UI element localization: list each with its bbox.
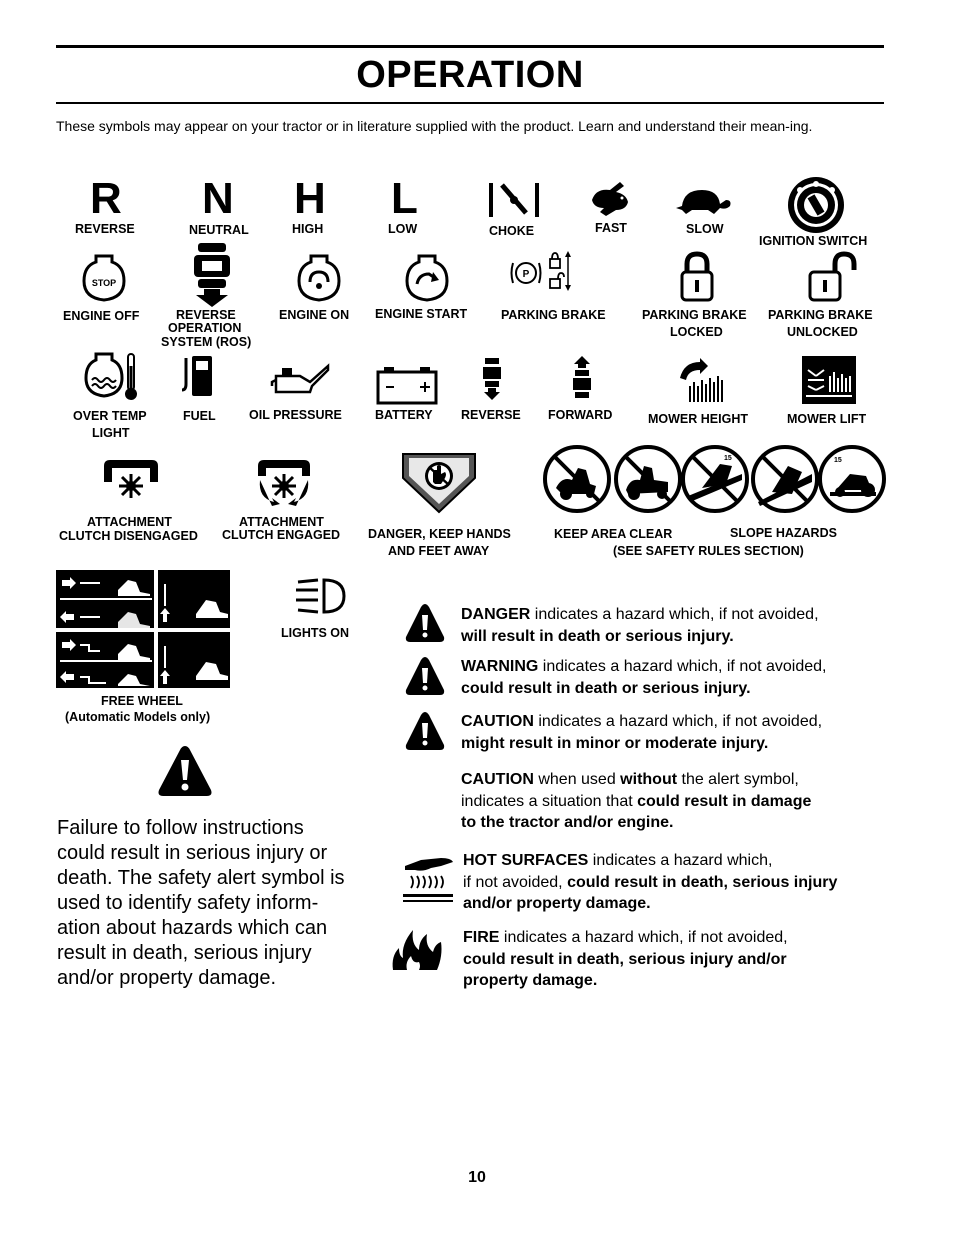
warning-text: indicates a hazard which, if not avoided, (538, 658, 827, 675)
lock-open-icon (808, 252, 856, 302)
mower-lift-icon (802, 356, 856, 404)
warning-alert-icon (405, 656, 445, 696)
pb-locked-label-1: PARKING BRAKE (642, 308, 747, 322)
hot-t2: if not avoided, (463, 873, 568, 891)
caution-term: CAUTION (461, 713, 534, 730)
fire-term: FIRE (463, 929, 500, 946)
battery-icon (376, 365, 438, 405)
hot-surface-icon (401, 854, 455, 906)
danger-text: indicates a hazard which, if not avoided, (530, 606, 819, 623)
parking-brake-label: PARKING BRAKE (501, 308, 606, 322)
danger-term: DANGER (461, 606, 531, 623)
fuel-label: FUEL (183, 409, 216, 423)
pb-unlocked-label-1: PARKING BRAKE (768, 308, 873, 322)
engine-start-label: ENGINE START (375, 307, 468, 321)
reverse-tractor-icon (482, 356, 502, 400)
mower-height-label: MOWER HEIGHT (648, 412, 748, 426)
top-rule (56, 45, 884, 48)
keep-area-clear-label: KEEP AREA CLEAR (554, 527, 673, 541)
slow-label: SLOW (686, 222, 724, 236)
caution2-bold1: could result in damage (637, 792, 812, 810)
danger-hands-label-1: DANGER, KEEP HANDS (368, 527, 511, 541)
hot-term: HOT SURFACES (463, 852, 589, 869)
keep-hands-away-icon (401, 452, 477, 514)
parking-brake-icon (510, 249, 572, 293)
stop-text: STOP (91, 278, 117, 288)
caution2-t2: the alert symbol, (677, 771, 799, 788)
danger-hands-label-2: AND FEET AWAY (388, 544, 490, 558)
ignition-switch-label: IGNITION SWITCH (759, 234, 868, 248)
attachment-engaged-icon (254, 458, 314, 506)
title-underline (56, 102, 884, 104)
hot-bold1: could result in death, serious injury (567, 873, 838, 891)
fire-bold2: property damage. (463, 972, 598, 989)
battery-label: BATTERY (375, 408, 433, 422)
danger-definition (461, 604, 891, 647)
slope-hazards-label: SLOPE HAZARDS (730, 526, 837, 540)
forward-label: FORWARD (548, 408, 613, 422)
hot-bold2: and/or property damage. (463, 895, 651, 912)
reverse2-label: REVERSE (461, 408, 521, 422)
free-wheel-label-1: FREE WHEEL (101, 694, 183, 708)
att-eng-label-2: CLUTCH ENGAGED (222, 528, 341, 542)
ros-label-3: SYSTEM (ROS) (161, 335, 252, 349)
caution-text: indicates a hazard which, if not avoided, (533, 713, 823, 730)
engine-off-label: ENGINE OFF (63, 309, 140, 323)
caution2-t3: indicates a situation that (461, 792, 638, 810)
rabbit-icon (586, 178, 634, 220)
attachment-disengaged-icon (102, 458, 160, 500)
ignition-switch-icon (786, 176, 846, 234)
warning-bold: could result in death or serious injury. (461, 679, 751, 697)
engine-on-label: ENGINE ON (279, 308, 350, 322)
failure-text: Failure to follow instructions could result in serious injury or death. The safety alert symbol is used to identify safety inform-ation about hazards which can result in death, serious injury and/or property damage. (57, 817, 345, 989)
page-title: OPERATION (356, 54, 584, 96)
att-eng-label-1: ATTACHMENT (239, 515, 324, 529)
slope-degree-2: 15 (834, 457, 842, 464)
low-letter: L (391, 174, 418, 223)
neutral-label: NEUTRAL (189, 223, 249, 237)
fire-definition (463, 927, 893, 992)
caution-alert-icon (405, 711, 445, 751)
reverse-label: REVERSE (75, 222, 135, 236)
fire-text: indicates a hazard which, if not avoided, (499, 929, 788, 946)
headlight-icon (294, 576, 346, 616)
over-temp-label-2: LIGHT (92, 426, 130, 440)
fire-bold1: could result in death, serious injury and/or (463, 950, 787, 968)
slope-hazards-icons (680, 444, 888, 514)
over-temp-label-1: OVER TEMP (73, 409, 147, 423)
safety-rules-label: (SEE SAFETY RULES SECTION) (613, 544, 804, 558)
lock-closed-icon (680, 252, 714, 302)
pb-unlocked-label-2: UNLOCKED (787, 325, 858, 339)
choke-icon (488, 181, 540, 221)
caution-bold: might result in minor or moderate injury. (461, 734, 769, 752)
choke-label: CHOKE (489, 224, 535, 238)
free-wheel-label-2: (Automatic Models only) (65, 710, 211, 724)
warning-term: WARNING (461, 658, 539, 675)
low-label: LOW (388, 222, 418, 236)
mower-lift-label: MOWER LIFT (787, 412, 867, 426)
fire-icon (391, 926, 443, 972)
danger-alert-icon (405, 603, 445, 643)
engine-off-icon (82, 254, 126, 302)
mower-height-icon (676, 358, 728, 404)
warning-definition (461, 656, 891, 699)
ros-label-1: REVERSE (176, 308, 236, 322)
att-dis-label-2: CLUTCH DISENGAGED (59, 529, 198, 543)
parking-brake-p-text: P (522, 269, 530, 280)
turtle-icon (674, 186, 732, 216)
oil-can-icon (270, 362, 330, 396)
caution2-term: CAUTION (461, 771, 534, 788)
keep-area-clear-icons (544, 444, 686, 514)
hot-surfaces-definition (463, 850, 893, 915)
oil-pressure-label: OIL PRESSURE (249, 408, 342, 422)
engine-start-icon (405, 254, 449, 302)
fuel-icon (180, 354, 216, 398)
danger-bold: will result in death or serious injury. (461, 627, 734, 645)
ros-icon (192, 241, 232, 307)
high-label: HIGH (292, 222, 324, 236)
hot-text: indicates a hazard which, (588, 852, 773, 869)
pb-locked-label-2: LOCKED (670, 325, 723, 339)
att-dis-label-1: ATTACHMENT (87, 515, 172, 529)
caution-no-symbol-definition (461, 769, 891, 834)
caution2-t1: when used (533, 771, 621, 788)
page-number: 10 (468, 1169, 486, 1186)
engine-on-icon (297, 254, 341, 302)
fast-label: FAST (595, 221, 627, 235)
intro-text: These symbols may appear on your tractor or in literature supplied with the product. Learn and understand their mean-ing. (56, 118, 813, 134)
neutral-letter: N (202, 174, 234, 223)
high-letter: H (294, 174, 326, 223)
caution2-without: without (620, 771, 678, 788)
lights-on-label: LIGHTS ON (281, 626, 350, 640)
free-wheel-icon (56, 570, 230, 688)
caution2-bold2: to the tractor and/or engine. (461, 814, 674, 831)
slope-degree-1: 15 (724, 455, 732, 462)
ros-label-2: OPERATION (168, 321, 242, 335)
over-temp-icon (84, 352, 140, 402)
safety-alert-icon (157, 744, 213, 798)
forward-tractor-icon (572, 356, 592, 400)
caution-definition (461, 711, 891, 754)
reverse-letter: R (90, 174, 122, 223)
